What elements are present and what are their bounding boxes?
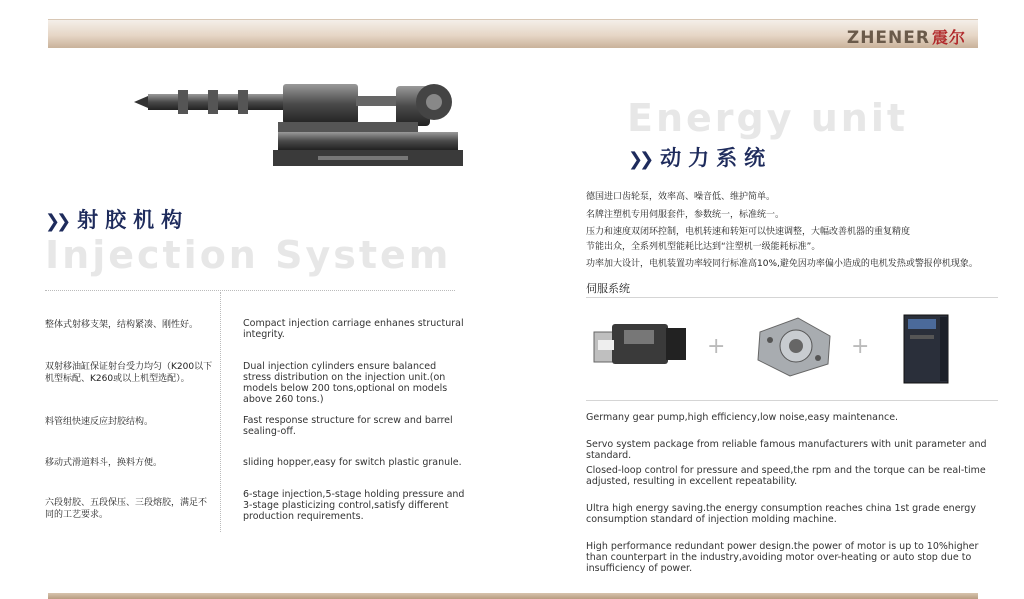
plus-sign: + [707, 334, 726, 359]
plus-sign: + [851, 334, 870, 359]
servo-drive-image [900, 313, 954, 385]
servo-system-title: 伺服系统 [586, 282, 630, 295]
brand-logo-cn: 震尔 [931, 28, 966, 47]
brand-logo-text: ZHENER [846, 28, 930, 48]
energy-heading-cn: 动力系统 [660, 146, 773, 170]
feature-cn-3: 料管组快速反应封胶结构。 [45, 417, 154, 427]
energy-en-line-1: Germany gear pump,high efficiency,low noise,easy maintenance. [586, 412, 899, 423]
double-chevron-icon: ❯❯ [628, 149, 651, 170]
injection-heading [45, 204, 189, 234]
feature-en-4: sliding hopper,easy for switch plastic granule. [243, 457, 462, 468]
energy-cn-line-1: 德国进口齿轮泵，效率高、噪音低、维护简单。 [586, 192, 776, 202]
feature-en-2: Dual injection cylinders ensure balanced stress distribution on the injection unit.(on models below 200 tons,optional on models above 260 tons.) [243, 361, 448, 405]
energy-heading [628, 142, 772, 172]
feature-cn-1: 整体式射移支架，结构紧凑、刚性好。 [45, 320, 199, 330]
energy-en-line-4: Ultra high energy saving.the energy consumption reaches china 1st grade energy consumption standard of injection molding machine. [586, 503, 976, 525]
energy-cn-line-4: 节能出众，全系列机型能耗比达到“注塑机一级能耗标准”。 [586, 242, 821, 252]
feature-cn-2: 双射移油缸保证射台受力均匀（K200以下机型标配、K260或以上机型选配）。 [45, 362, 213, 384]
divider [586, 400, 998, 401]
header-bar [48, 19, 978, 48]
feature-en-3: Fast response structure for screw and barrel sealing-off. [243, 415, 453, 437]
feature-cn-5: 六段射胶、五段保压、三段熔胶，满足不同的工艺要求。 [45, 498, 208, 520]
divider [586, 297, 998, 298]
feature-en-1: Compact injection carriage enhanes structural integrity. [243, 318, 464, 340]
gear-pump-image [752, 314, 836, 380]
divider [45, 290, 455, 291]
brand-logo [847, 25, 966, 48]
energy-cn-line-5: 功率加大设计，电机装置功率较同行标准高10%,避免因功率偏小造成的电机发热或警报停机现象。 [586, 259, 978, 269]
feature-cn-4: 移动式滑道料斗，换料方便。 [45, 458, 163, 468]
injection-unit-image [128, 72, 468, 172]
footer-bar [48, 593, 978, 599]
injection-heading-cn: 射胶机构 [77, 208, 190, 232]
energy-cn-line-2: 名牌注塑机专用伺服套件，参数统一，标准统一。 [586, 210, 785, 220]
energy-en-line-3: Closed-loop control for pressure and speed,the rpm and the torque can be real-time adjusted, resulting in excellent repeatability. [586, 465, 986, 487]
energy-en-line-2: Servo system package from reliable famous manufacturers with unit parameter and standard. [586, 439, 987, 461]
feature-en-5: 6-stage injection,5-stage holding pressure and 3-stage plasticizing control,satisfy different production requirements. [243, 489, 465, 522]
energy-en-line-5: High performance redundant power design.the power of motor is up to 10%higher than counterpart in the industry,avoiding motor over-heating or auto stop due to insufficiency of power. [586, 541, 979, 574]
column-divider [220, 292, 221, 532]
servo-motor-image [590, 318, 690, 374]
double-chevron-icon: ❯❯ [45, 211, 68, 232]
injection-watermark-title: Injection System [45, 233, 452, 277]
energy-watermark-title: Energy unit [627, 96, 909, 140]
energy-cn-line-3: 压力和速度双闭环控制，电机转速和转矩可以快速调整，大幅改善机器的重复精度 [586, 227, 911, 237]
